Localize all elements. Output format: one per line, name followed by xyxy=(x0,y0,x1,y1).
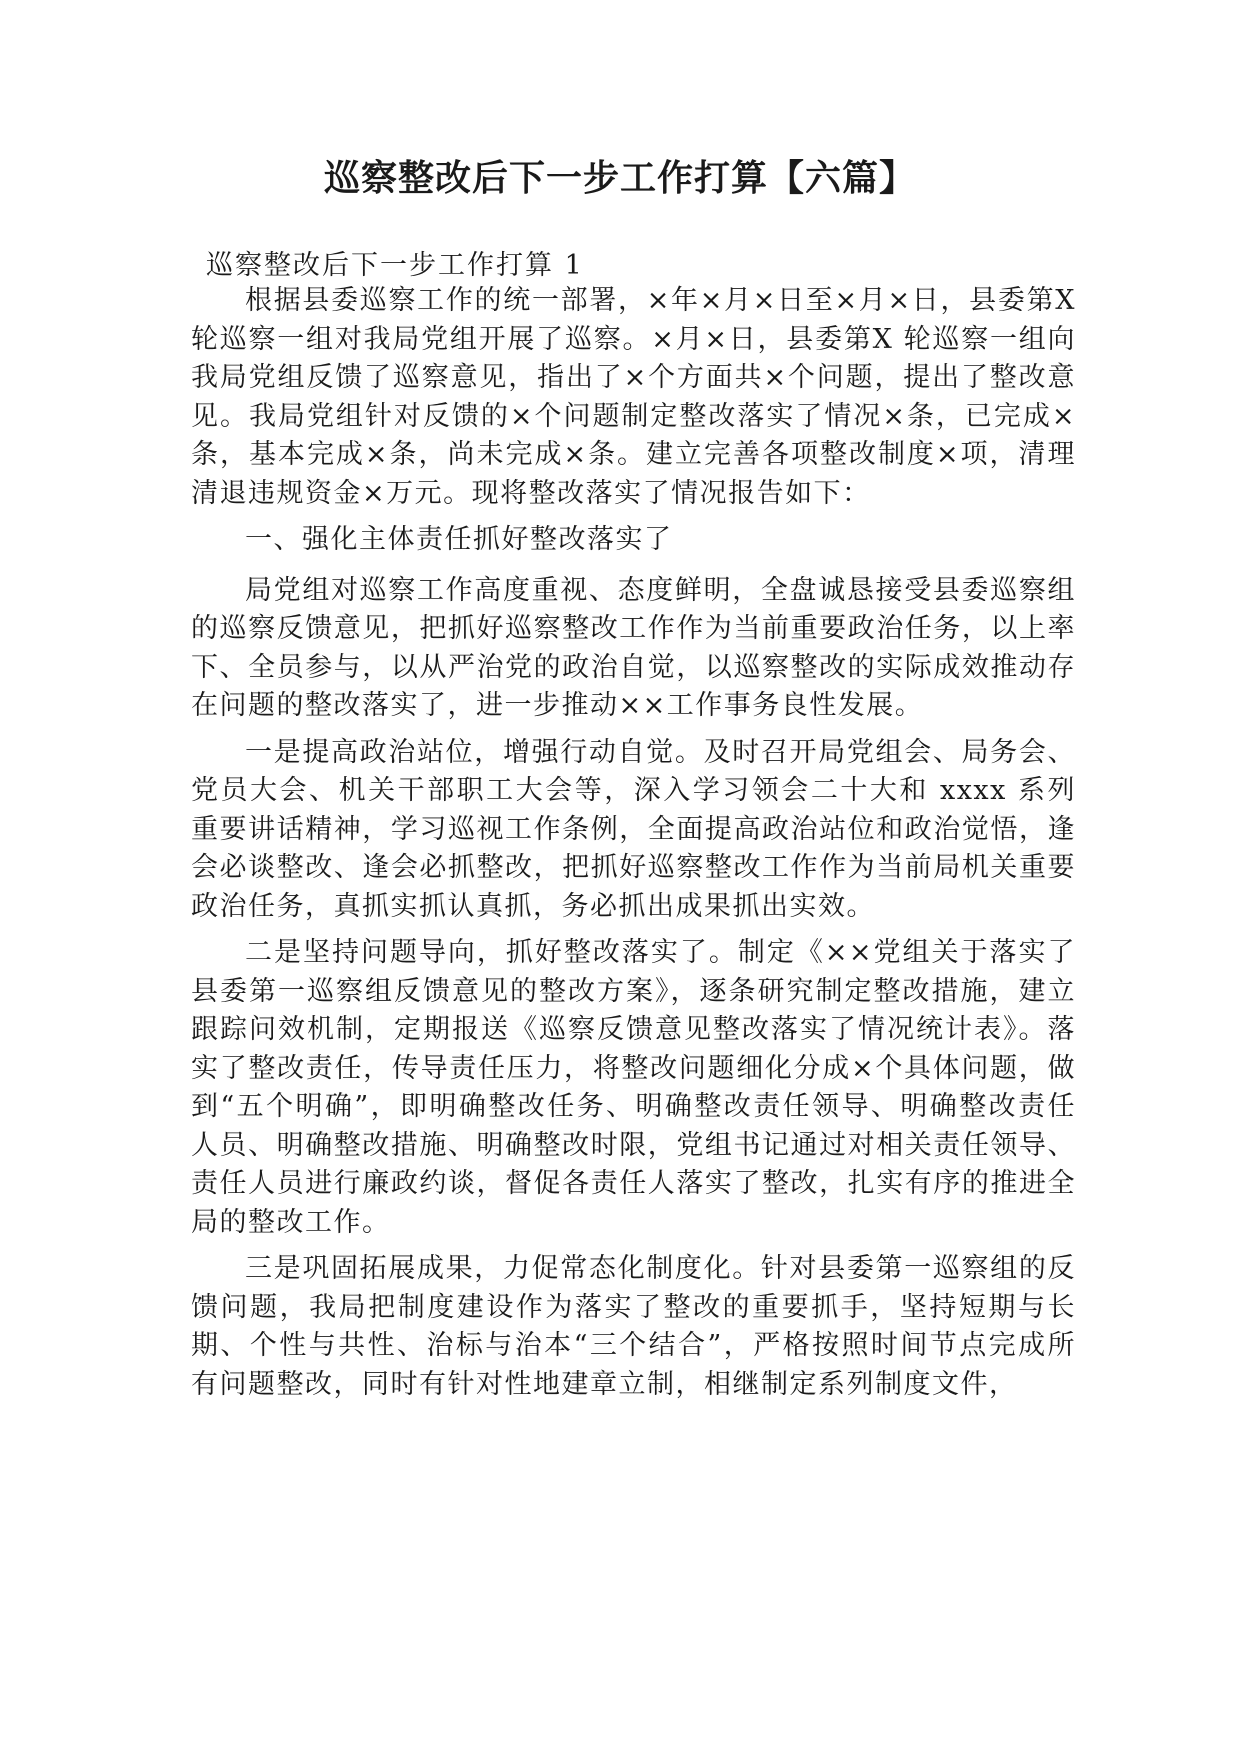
paragraph-point-2: 二是坚持问题导向，抓好整改落实了。制定《××党组关于落实了县委第一巡察组反馈意见的整改方案》，逐条研究制定整改措施，建立跟踪问效机制，定期报送《巡察反馈意见整改落实了情况统计表》。落实了整改责任，传导责任压力，将整改问题细化分成×个具体问题，做到“五个明确”，即明确整改任务、明确整改责任领导、明确整改责任人员、明确整改措施、明确整改时限，党组书记通过对相关责任领导、责任人员进行廉政约谈，督促各责任人落实了整改，扎实有序的推进全局的整改工作。 xyxy=(191,937,1076,1238)
document-body xyxy=(191,282,1076,1412)
paragraph-body-1: 局党组对巡察工作高度重视、态度鲜明，全盘诚恳接受县委巡察组的巡察反馈意见，把抓好巡察整改工作作为当前重要政治任务，以上率下、全员参与，以从严治党的政治自觉，以巡察整改的实际成效推动存在问题的整改落实了，进一步推动××工作事务良性发展。 xyxy=(191,574,1076,721)
paragraph-point-3: 三是巩固拓展成果，力促常态化制度化。针对县委第一巡察组的反馈问题，我局把制度建设作为落实了整改的重要抓手，坚持短期与长期、个性与共性、治标与治本“三个结合”，严格按照时间节点完成所有问题整改，同时有针对性地建章立制，相继制定系列制度文件， xyxy=(191,1253,1076,1400)
paragraph-intro: 根据县委巡察工作的统一部署，×年×月×日至×月×日，县委第Х 轮巡察一组对我局党组开展了巡察。×月×日，县委第Х 轮巡察一组向我局党组反馈了巡察意见，指出了×个方面共×个问题，提出了整改意见。我局党组针对反馈的×个问题制定整改落实了情况×条，已完成×条，基本完成×条，尚未完成×条。建立完善各项整改制度×项，清理清退违规资金×万元。现将整改落实了情况报告如下： xyxy=(191,285,1076,509)
paragraph-point-1: 一是提高政治站位，增强行动自觉。及时召开局党组会、局务会、党员大会、机关干部职工大会等，深入学习领会二十大和 xxxx 系列重要讲话精神，学习巡视工作条例，全面提高政治站位和政治觉悟，逢会必谈整改、逢会必抓整改，把抓好巡察整改工作作为当前局机关重要政治任务，真抓实抓认真抓，务必抓出成果抓出实效。 xyxy=(191,736,1076,922)
paragraph-heading-1: 一、强化主体责任抓好整改落实了 xyxy=(245,524,673,555)
document-title: 巡察整改后下一步工作打算【六篇】 xyxy=(323,158,916,199)
section-title: 巡察整改后下一步工作打算 1 xyxy=(206,250,584,281)
